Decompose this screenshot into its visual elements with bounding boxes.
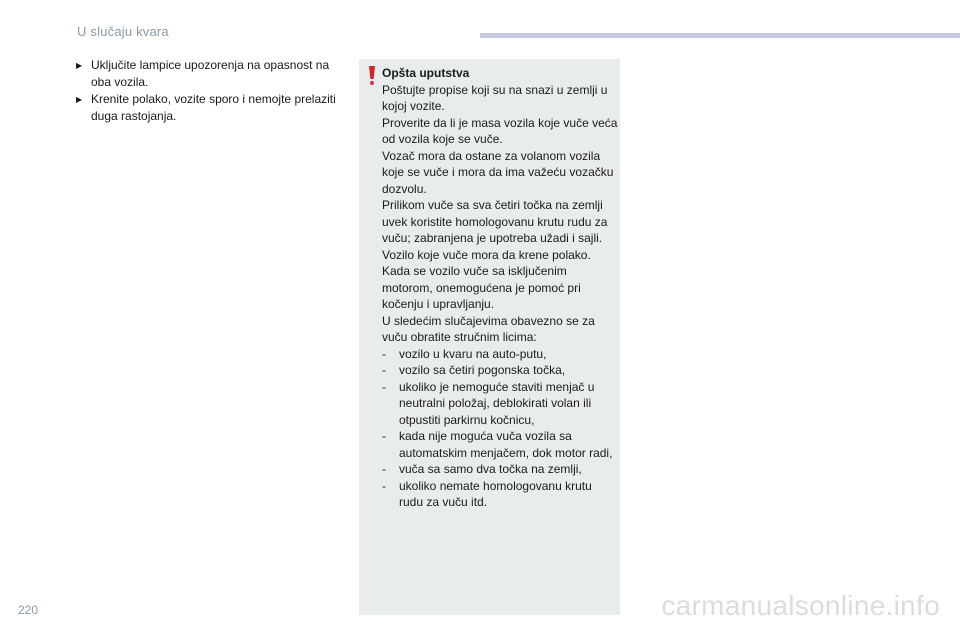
warning-list-text: kada nije moguća vuča vozila sa automatskim menjačem, dok motor radi, <box>399 429 613 460</box>
list-item-text: Krenite polako, vozite sporo i nemojte prelaziti duga rastojanja. <box>91 92 336 123</box>
warning-list-text: vozilo sa četiri pogonska točka, <box>399 363 566 377</box>
warning-paragraph: Poštujte propise koji su na snazi u zemlji u kojoj vozite. <box>382 82 608 113</box>
watermark: carmanualsonline.info <box>661 590 940 621</box>
instruction-list <box>74 57 336 125</box>
warning-list-text: vuča sa samo dva točka na zemlji, <box>399 462 582 476</box>
arrow-bullet-icon: ▶ <box>76 61 83 70</box>
warning-list-text: ukoliko je nemoguće staviti menjač u neutralni položaj, deblokirati volan ili otpustiti parkirnu kočnicu, <box>399 379 595 427</box>
page-number: 220 <box>18 603 39 617</box>
warning-list-item <box>382 428 618 461</box>
section-title: U slučaju kvara <box>77 24 169 39</box>
warning-list-text: vozilo u kvaru na auto-putu, <box>399 346 547 361</box>
dash-marker: - <box>382 429 386 443</box>
warning-paragraph: Proverite da li je masa vozila koje vuče veća od vozila koje se vuče. <box>382 115 618 146</box>
warning-paragraph: Prilikom vuče sa sva četiri točka na zemlji uvek koristite homologovanu krutu rudu za vuču; zabranjena je upotreba užadi i sajli. <box>382 198 608 245</box>
warning-list-item <box>382 362 618 379</box>
list-item <box>74 57 336 91</box>
header-accent-bar <box>480 33 960 38</box>
dash-marker: - <box>382 379 386 394</box>
warning-content <box>382 65 618 511</box>
warning-list-item <box>382 379 618 429</box>
warning-box <box>359 59 620 615</box>
list-item-text: Uključite lampice upozorenja na opasnost na oba vozila. <box>91 58 330 89</box>
warning-list-item <box>382 478 618 511</box>
warning-paragraph: Vozač mora da ostane za volanom vozila koje se vuče i mora da ima važeću vozačku dozvolu. <box>382 148 614 196</box>
list-item <box>74 91 336 125</box>
dash-marker: - <box>382 363 386 377</box>
warning-list-item <box>382 346 618 363</box>
arrow-bullet-icon: ▶ <box>76 95 83 104</box>
warning-paragraph: Vozilo koje vuče mora da krene polako. <box>382 247 591 262</box>
warning-list-item <box>382 461 618 478</box>
warning-title: Opšta uputstva <box>382 66 470 80</box>
exclamation-icon <box>368 66 376 86</box>
dash-marker: - <box>382 346 386 361</box>
dash-marker: - <box>382 478 386 493</box>
warning-paragraph: U sledećim slučajevima obavezno se za vuču obratite stručnim licima: <box>382 313 595 344</box>
warning-paragraph: Kada se vozilo vuče sa isključenim motorom, onemogućena je pomoć pri kočenju i upravljanju. <box>382 264 581 311</box>
warning-list-text: ukoliko nemate homologovanu krutu rudu za vuču itd. <box>399 478 592 509</box>
dash-marker: - <box>382 462 386 476</box>
